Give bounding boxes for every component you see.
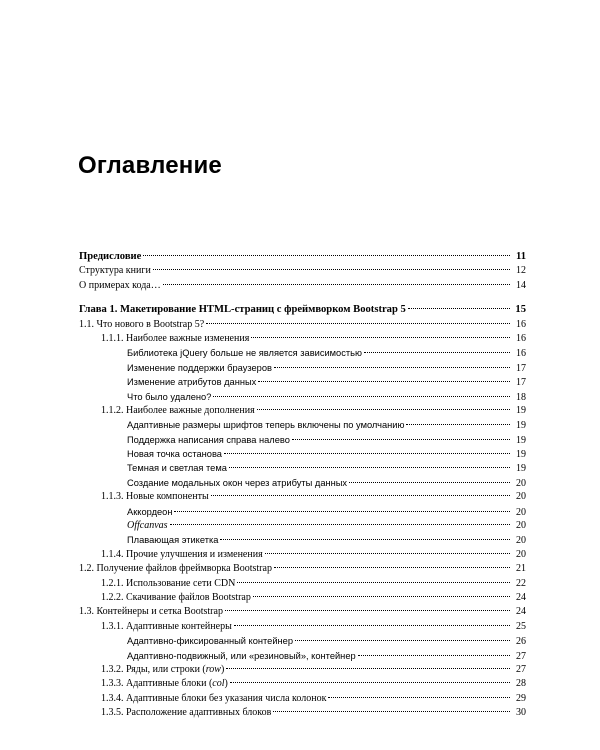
- toc-page-number: 15: [515, 304, 526, 316]
- toc-entry[interactable]: [79, 264, 526, 278]
- toc-page-number: 29: [516, 692, 526, 704]
- toc-page-number: 28: [516, 678, 526, 690]
- toc-leader-dots: [220, 538, 510, 540]
- toc-leader-dots: [143, 254, 510, 256]
- toc-entry-label: Адаптивно-подвижный, или «резиновый», контейнер: [127, 650, 356, 661]
- toc-entry-label: Offcanvas: [127, 520, 168, 532]
- toc-entry[interactable]: [79, 533, 526, 547]
- toc-entry[interactable]: [79, 519, 526, 533]
- toc-leader-dots: [211, 494, 510, 496]
- toc-entry[interactable]: [79, 677, 526, 691]
- toc-entry-label: 1.3.4. Адаптивные блоки без указания числа колонок: [101, 692, 327, 704]
- toc-leader-dots: [163, 283, 510, 285]
- toc-leader-dots: [265, 552, 510, 554]
- toc-entry[interactable]: [79, 591, 526, 605]
- toc-page-number: 18: [516, 391, 526, 403]
- toc-entry-label: Изменение атрибутов данных: [127, 377, 257, 388]
- toc-leader-dots: [230, 681, 510, 683]
- toc-leader-dots: [213, 395, 510, 397]
- toc-entry-label: Адаптивные размеры шрифтов теперь включены по умолчанию: [127, 420, 405, 431]
- toc-entry-label: Поддержка написания справа налево: [127, 434, 290, 445]
- toc-entry[interactable]: [79, 390, 526, 404]
- toc-page-number: 21: [516, 563, 526, 575]
- toc-entry[interactable]: [79, 577, 526, 591]
- toc-page-number: 24: [516, 606, 526, 618]
- toc-leader-dots: [328, 696, 510, 698]
- toc-leader-dots: [292, 438, 510, 440]
- toc-entry-label: Адаптивно-фиксированный контейнер: [127, 636, 294, 647]
- toc-page-number: 20: [516, 520, 526, 532]
- toc-page-number: 20: [516, 477, 526, 489]
- toc-leader-dots: [225, 609, 510, 611]
- toc-leader-dots: [349, 481, 510, 483]
- toc-page-number: 14: [516, 279, 526, 291]
- toc-entry[interactable]: [79, 318, 526, 332]
- toc-entry-label: Изменение поддержки браузеров: [127, 362, 272, 373]
- toc-leader-dots: [251, 336, 510, 338]
- toc-entry[interactable]: [79, 303, 526, 317]
- toc-leader-dots: [237, 581, 510, 583]
- toc-entry[interactable]: [79, 620, 526, 634]
- toc-entry[interactable]: [79, 447, 526, 461]
- table-of-contents: [79, 250, 526, 721]
- toc-page-number: 22: [516, 577, 526, 589]
- toc-leader-dots: [295, 639, 510, 641]
- toc-entry-label: 1.3.3. Адаптивные блоки (col): [101, 678, 228, 690]
- toc-page-number: 19: [516, 420, 526, 432]
- toc-entry[interactable]: [79, 505, 526, 519]
- page-title: Оглавление: [78, 152, 222, 179]
- toc-entry[interactable]: [79, 250, 526, 264]
- toc-entry-label: 1.2.2. Скачивание файлов Bootstrap: [101, 591, 251, 603]
- toc-page-number: 24: [516, 591, 526, 603]
- toc-leader-dots: [258, 380, 510, 382]
- toc-leader-dots: [273, 710, 510, 712]
- toc-leader-dots: [153, 268, 510, 270]
- toc-leader-dots: [170, 523, 510, 525]
- toc-entry[interactable]: [79, 634, 526, 648]
- toc-leader-dots: [274, 366, 510, 368]
- toc-page-number: 16: [516, 348, 526, 360]
- toc-leader-dots: [406, 423, 510, 425]
- toc-entry-label: О примерах кода…: [79, 279, 161, 291]
- toc-entry[interactable]: [79, 605, 526, 619]
- toc-page-number: 27: [516, 650, 526, 662]
- toc-page-number: 16: [516, 318, 526, 330]
- toc-entry-label: 1.3.1. Адаптивные контейнеры: [101, 620, 232, 632]
- toc-entry[interactable]: [79, 706, 526, 720]
- toc-entry[interactable]: [79, 490, 526, 504]
- toc-entry-label: Аккордеон: [127, 506, 173, 517]
- toc-page-number: 20: [516, 506, 526, 518]
- toc-leader-dots: [274, 566, 510, 568]
- toc-entry[interactable]: [79, 461, 526, 475]
- toc-entry-label: 1.3. Контейнеры и сетка Bootstrap: [79, 606, 223, 618]
- toc-entry-label: Что было удалено?: [127, 391, 212, 402]
- toc-entry-label: Новая точка останова: [127, 449, 222, 460]
- toc-entry[interactable]: [79, 663, 526, 677]
- toc-entry-label: Глава 1. Макетирование HTML-страниц с фреймворком Bootstrap 5: [79, 304, 406, 316]
- toc-entry[interactable]: [79, 332, 526, 346]
- toc-page-number: 20: [516, 548, 526, 560]
- toc-entry[interactable]: [79, 649, 526, 663]
- toc-entry-label: 1.3.5. Расположение адаптивных блоков: [101, 707, 272, 719]
- toc-entry-label: Структура книги: [79, 265, 151, 277]
- toc-entry-label: 1.2. Получение файлов фреймворка Bootstrap: [79, 563, 272, 575]
- toc-entry[interactable]: [79, 279, 526, 293]
- toc-leader-dots: [226, 667, 510, 669]
- toc-entry-label: Создание модальных окон через атрибуты данных: [127, 477, 348, 488]
- toc-leader-dots: [206, 322, 510, 324]
- toc-page-number: 27: [516, 663, 526, 675]
- toc-entry[interactable]: [79, 433, 526, 447]
- toc-entry[interactable]: [79, 361, 526, 375]
- toc-page-number: 19: [516, 449, 526, 461]
- toc-leader-dots: [174, 510, 510, 512]
- toc-page-number: 19: [516, 434, 526, 446]
- toc-leader-dots: [253, 595, 510, 597]
- toc-page-number: 17: [516, 377, 526, 389]
- toc-page-number: 17: [516, 362, 526, 374]
- toc-gap: [79, 293, 526, 303]
- toc-leader-dots: [234, 624, 510, 626]
- toc-page-number: 16: [516, 332, 526, 344]
- toc-entry-label: 1.1.2. Наиболее важные дополнения: [101, 404, 255, 416]
- toc-page-number: 30: [516, 707, 526, 719]
- toc-entry-label: 1.1.1. Наиболее важные изменения: [101, 332, 250, 344]
- toc-page-number: 19: [516, 404, 526, 416]
- toc-entry-label: 1.1.3. Новые компоненты: [101, 491, 209, 503]
- toc-entry[interactable]: [79, 375, 526, 389]
- toc-entry[interactable]: [79, 346, 526, 360]
- toc-entry[interactable]: [79, 692, 526, 706]
- toc-entry[interactable]: [79, 548, 526, 562]
- toc-entry-label: Библиотека jQuery больше не является зависимостью: [127, 348, 362, 359]
- toc-entry[interactable]: [79, 562, 526, 576]
- toc-entry[interactable]: [79, 418, 526, 432]
- toc-entry-label: 1.1.4. Прочие улучшения и изменения: [101, 548, 263, 560]
- toc-entry-label: Плавающая этикетка: [127, 535, 219, 546]
- toc-leader-dots: [358, 654, 510, 656]
- toc-entry[interactable]: [79, 476, 526, 490]
- toc-leader-dots: [257, 408, 510, 410]
- toc-page-number: 25: [516, 620, 526, 632]
- toc-leader-dots: [364, 351, 510, 353]
- toc-page-number: 12: [516, 265, 526, 277]
- toc-entry-label: Предисловие: [79, 251, 142, 262]
- toc-entry-label: Темная и светлая тема: [127, 463, 227, 474]
- toc-page-number: 26: [516, 636, 526, 648]
- toc-leader-dots: [229, 466, 510, 468]
- toc-page-number: 11: [515, 251, 526, 262]
- toc-entry-label: 1.2.1. Использование сети CDN: [101, 577, 236, 589]
- toc-entry-label: 1.1. Что нового в Bootstrap 5?: [79, 318, 205, 330]
- toc-page-number: 20: [516, 491, 526, 503]
- toc-leader-dots: [408, 307, 510, 309]
- toc-page-number: 20: [516, 535, 526, 547]
- toc-page-number: 19: [516, 463, 526, 475]
- toc-entry[interactable]: [79, 404, 526, 418]
- toc-leader-dots: [224, 452, 510, 454]
- toc-entry-label: 1.3.2. Ряды, или строки (row): [101, 663, 225, 675]
